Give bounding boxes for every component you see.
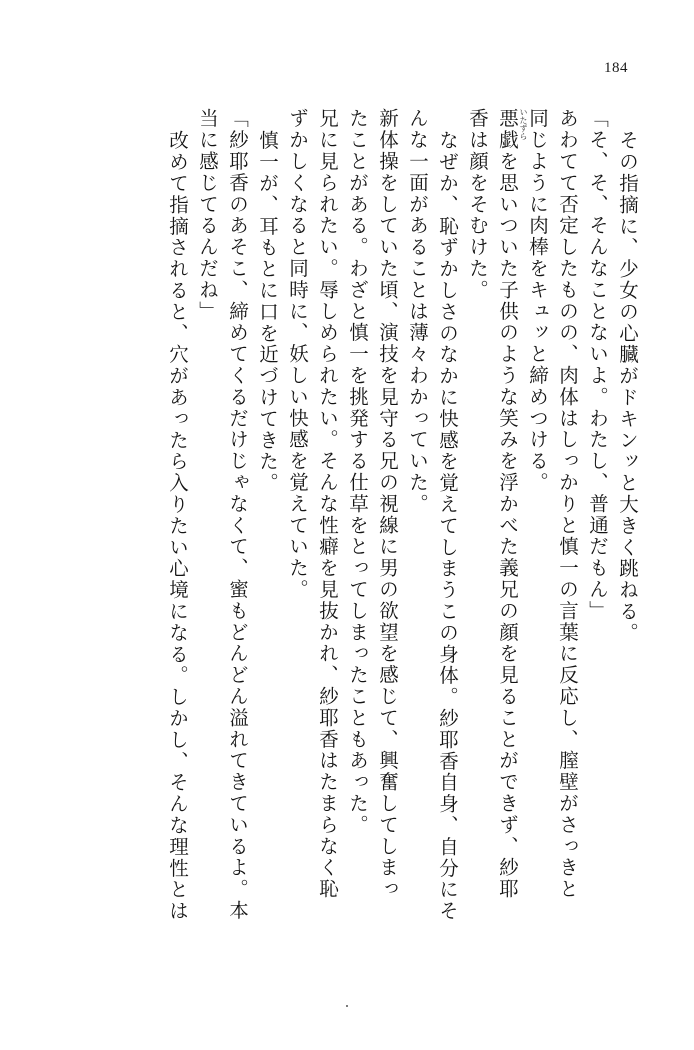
ruby-base: 悪戯を思いついた子供のような笑みを浮かべた義兄の顔を見ることができず、紗耶 <box>496 108 517 900</box>
page-number: 184 <box>604 60 628 76</box>
text-line: ずかしくなると同時に、妖しい快感を覚えていた。 <box>286 108 307 601</box>
text-line: 「そ、そ、そんなことないよ。わたし、普通だもん」 <box>586 108 607 622</box>
footer-mark: ・ <box>341 1001 353 1013</box>
text-line: その指摘に、少女の心臓がドキンッと大きく跳ねる。 <box>616 130 637 644</box>
text-line: なぜか、恥ずかしさのなかに快感を覚えてしまうこの身体。紗耶香自身、自分にそ <box>436 130 457 922</box>
text-line: 同じように肉棒をキュッと締めつける。 <box>526 108 547 494</box>
text-line: 「紗耶香のあそこ、締めてくるだけじゃなくて、蜜もどんどん溢れてきているよ。本 <box>226 108 247 922</box>
text-line: あわてて否定したものの、肉体はしっかりと慎一の言葉に反応し、膣壁がさっきと <box>556 108 577 900</box>
text-line: 改めて指摘されると、穴があったら入りたい心境になる。しかし、そんな理性とは <box>166 130 187 922</box>
text-line: んな一面があることは薄々わかっていた。 <box>406 108 427 515</box>
text-line: 新体操をしていた頃、演技を見守る兄の視線に男の欲望を感じて、興奮してしまっ <box>376 108 397 900</box>
ruby-annotation <box>496 108 528 900</box>
text-line: 当に感じてるんだね」 <box>196 108 217 322</box>
text-line-with-ruby <box>486 108 528 948</box>
text-line: たことがある。わざと慎一を挑発する仕草をとってしまったこともあった。 <box>346 108 367 836</box>
text-line: 兄に見られたい。辱しめられたい。そんな性癖を見抜かれ、紗耶香はたまらなく恥 <box>316 108 337 900</box>
ruby-reading: いたずら <box>519 108 528 140</box>
text-line: 慎一が、耳もとに口を近づけてきた。 <box>256 130 277 494</box>
text-line: 香は顔をそむけた。 <box>466 108 487 301</box>
vertical-text-body <box>62 108 636 948</box>
